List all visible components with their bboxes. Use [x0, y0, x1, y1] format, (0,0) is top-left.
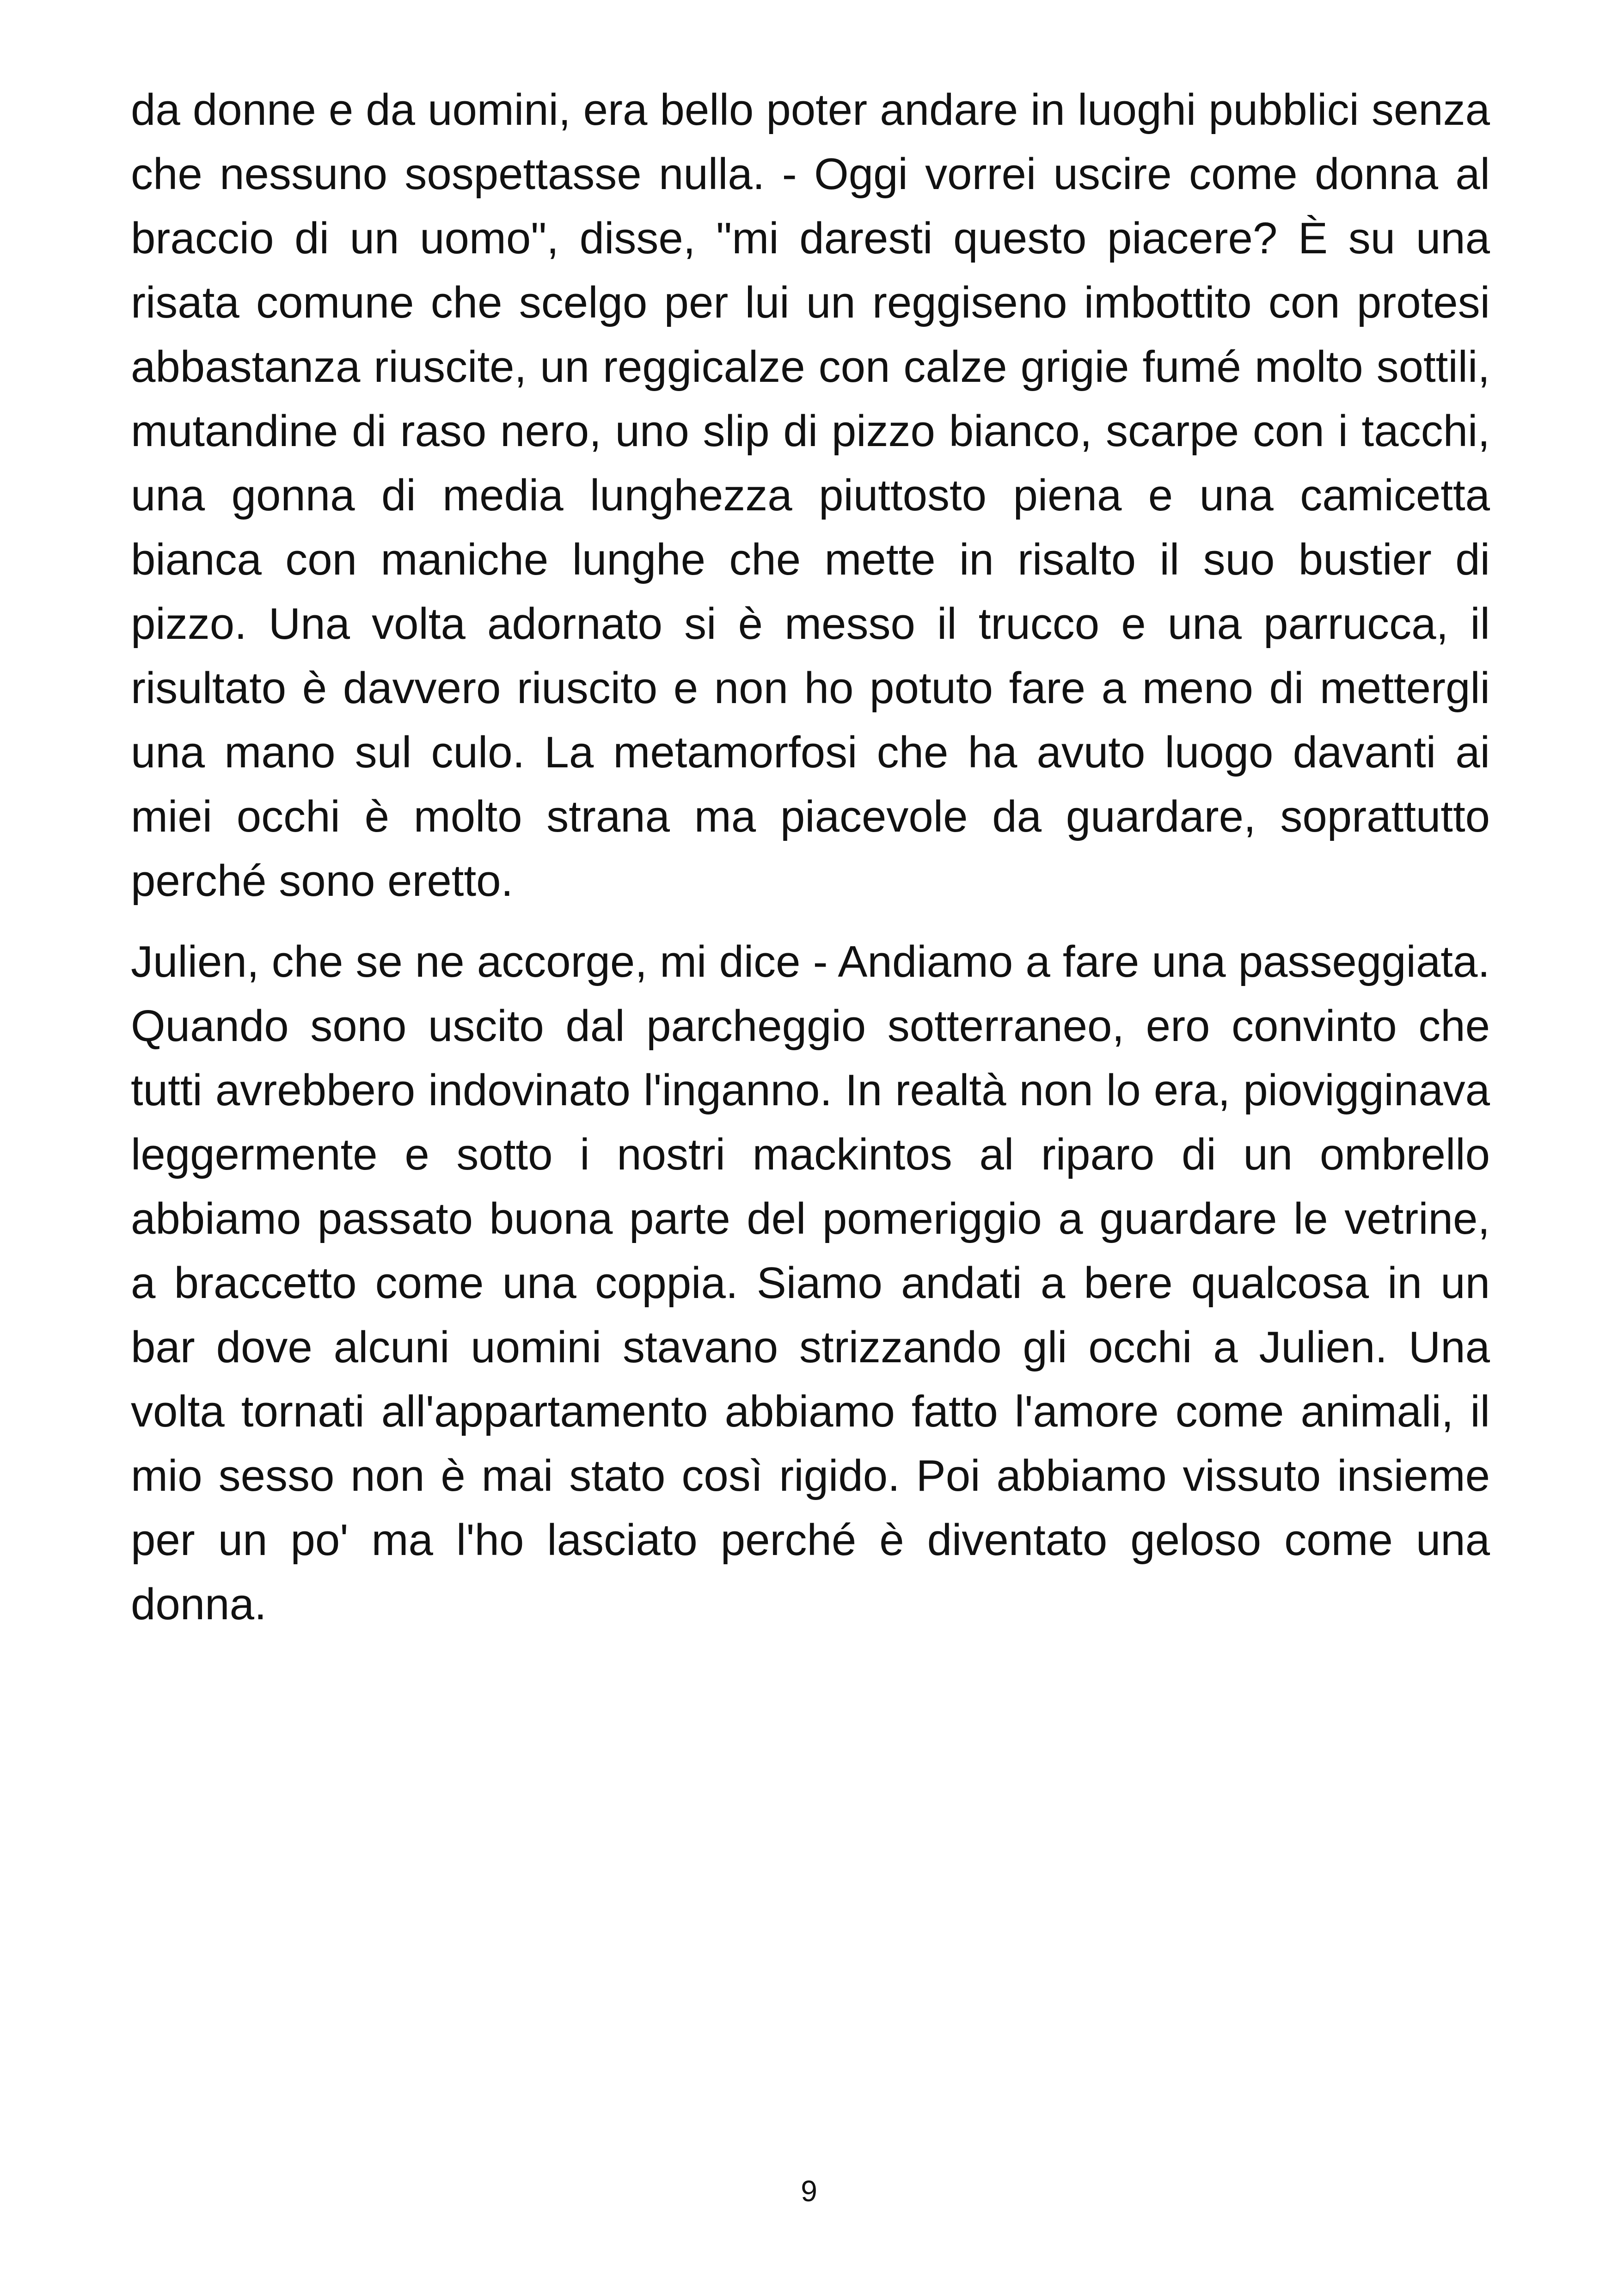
- paragraph-1: da donne e da uomini, era bello poter andare in luoghi pubblici senza che nessuno sospettasse nulla. - Oggi vorrei uscire come donna al braccio di un uomo", disse, "mi daresti questo piacere? È su una risata comune che scelgo per lui un reggiseno imbottito con protesi abbastanza riuscite, un reggicalze con calze grigie fumé molto sottili, mutandine di raso nero, uno slip di pizzo bianco, scarpe con i tacchi, una gonna di media lunghezza piuttosto piena e una camicetta bianca con maniche lunghe che mette in risalto il suo bustier di pizzo. Una volta adornato si è messo il trucco e una parrucca, il risultato è davvero riuscito e non ho potuto fare a meno di mettergli una mano sul culo. La metamorfosi che ha avuto luogo davanti ai miei occhi è molto strana ma piacevole da guardare, soprattutto perché sono eretto.: [131, 85, 1490, 906]
- page-number: 9: [801, 2174, 817, 2208]
- paragraph-2: Julien, che se ne accorge, mi dice - Andiamo a fare una passeggiata. Quando sono uscito dal parcheggio sotterraneo, ero convinto che tutti avrebbero indovinato l'inganno. In realtà non lo era, piovigginava leggermente e sotto i nostri mackintos al riparo di un ombrello abbiamo passato buona parte del pomeriggio a guardare le vetrine, a braccetto come una coppia. Siamo andati a bere qualcosa in un bar dove alcuni uomini stavano strizzando gli occhi a Julien. Una volta tornati all'appartamento abbiamo fatto l'amore come animali, il mio sesso non è mai stato così rigido. Poi abbiamo vissuto insieme per un po' ma l'ho lasciato perché è diventato geloso come una donna.: [131, 937, 1490, 1629]
- body-text: [131, 78, 1490, 1653]
